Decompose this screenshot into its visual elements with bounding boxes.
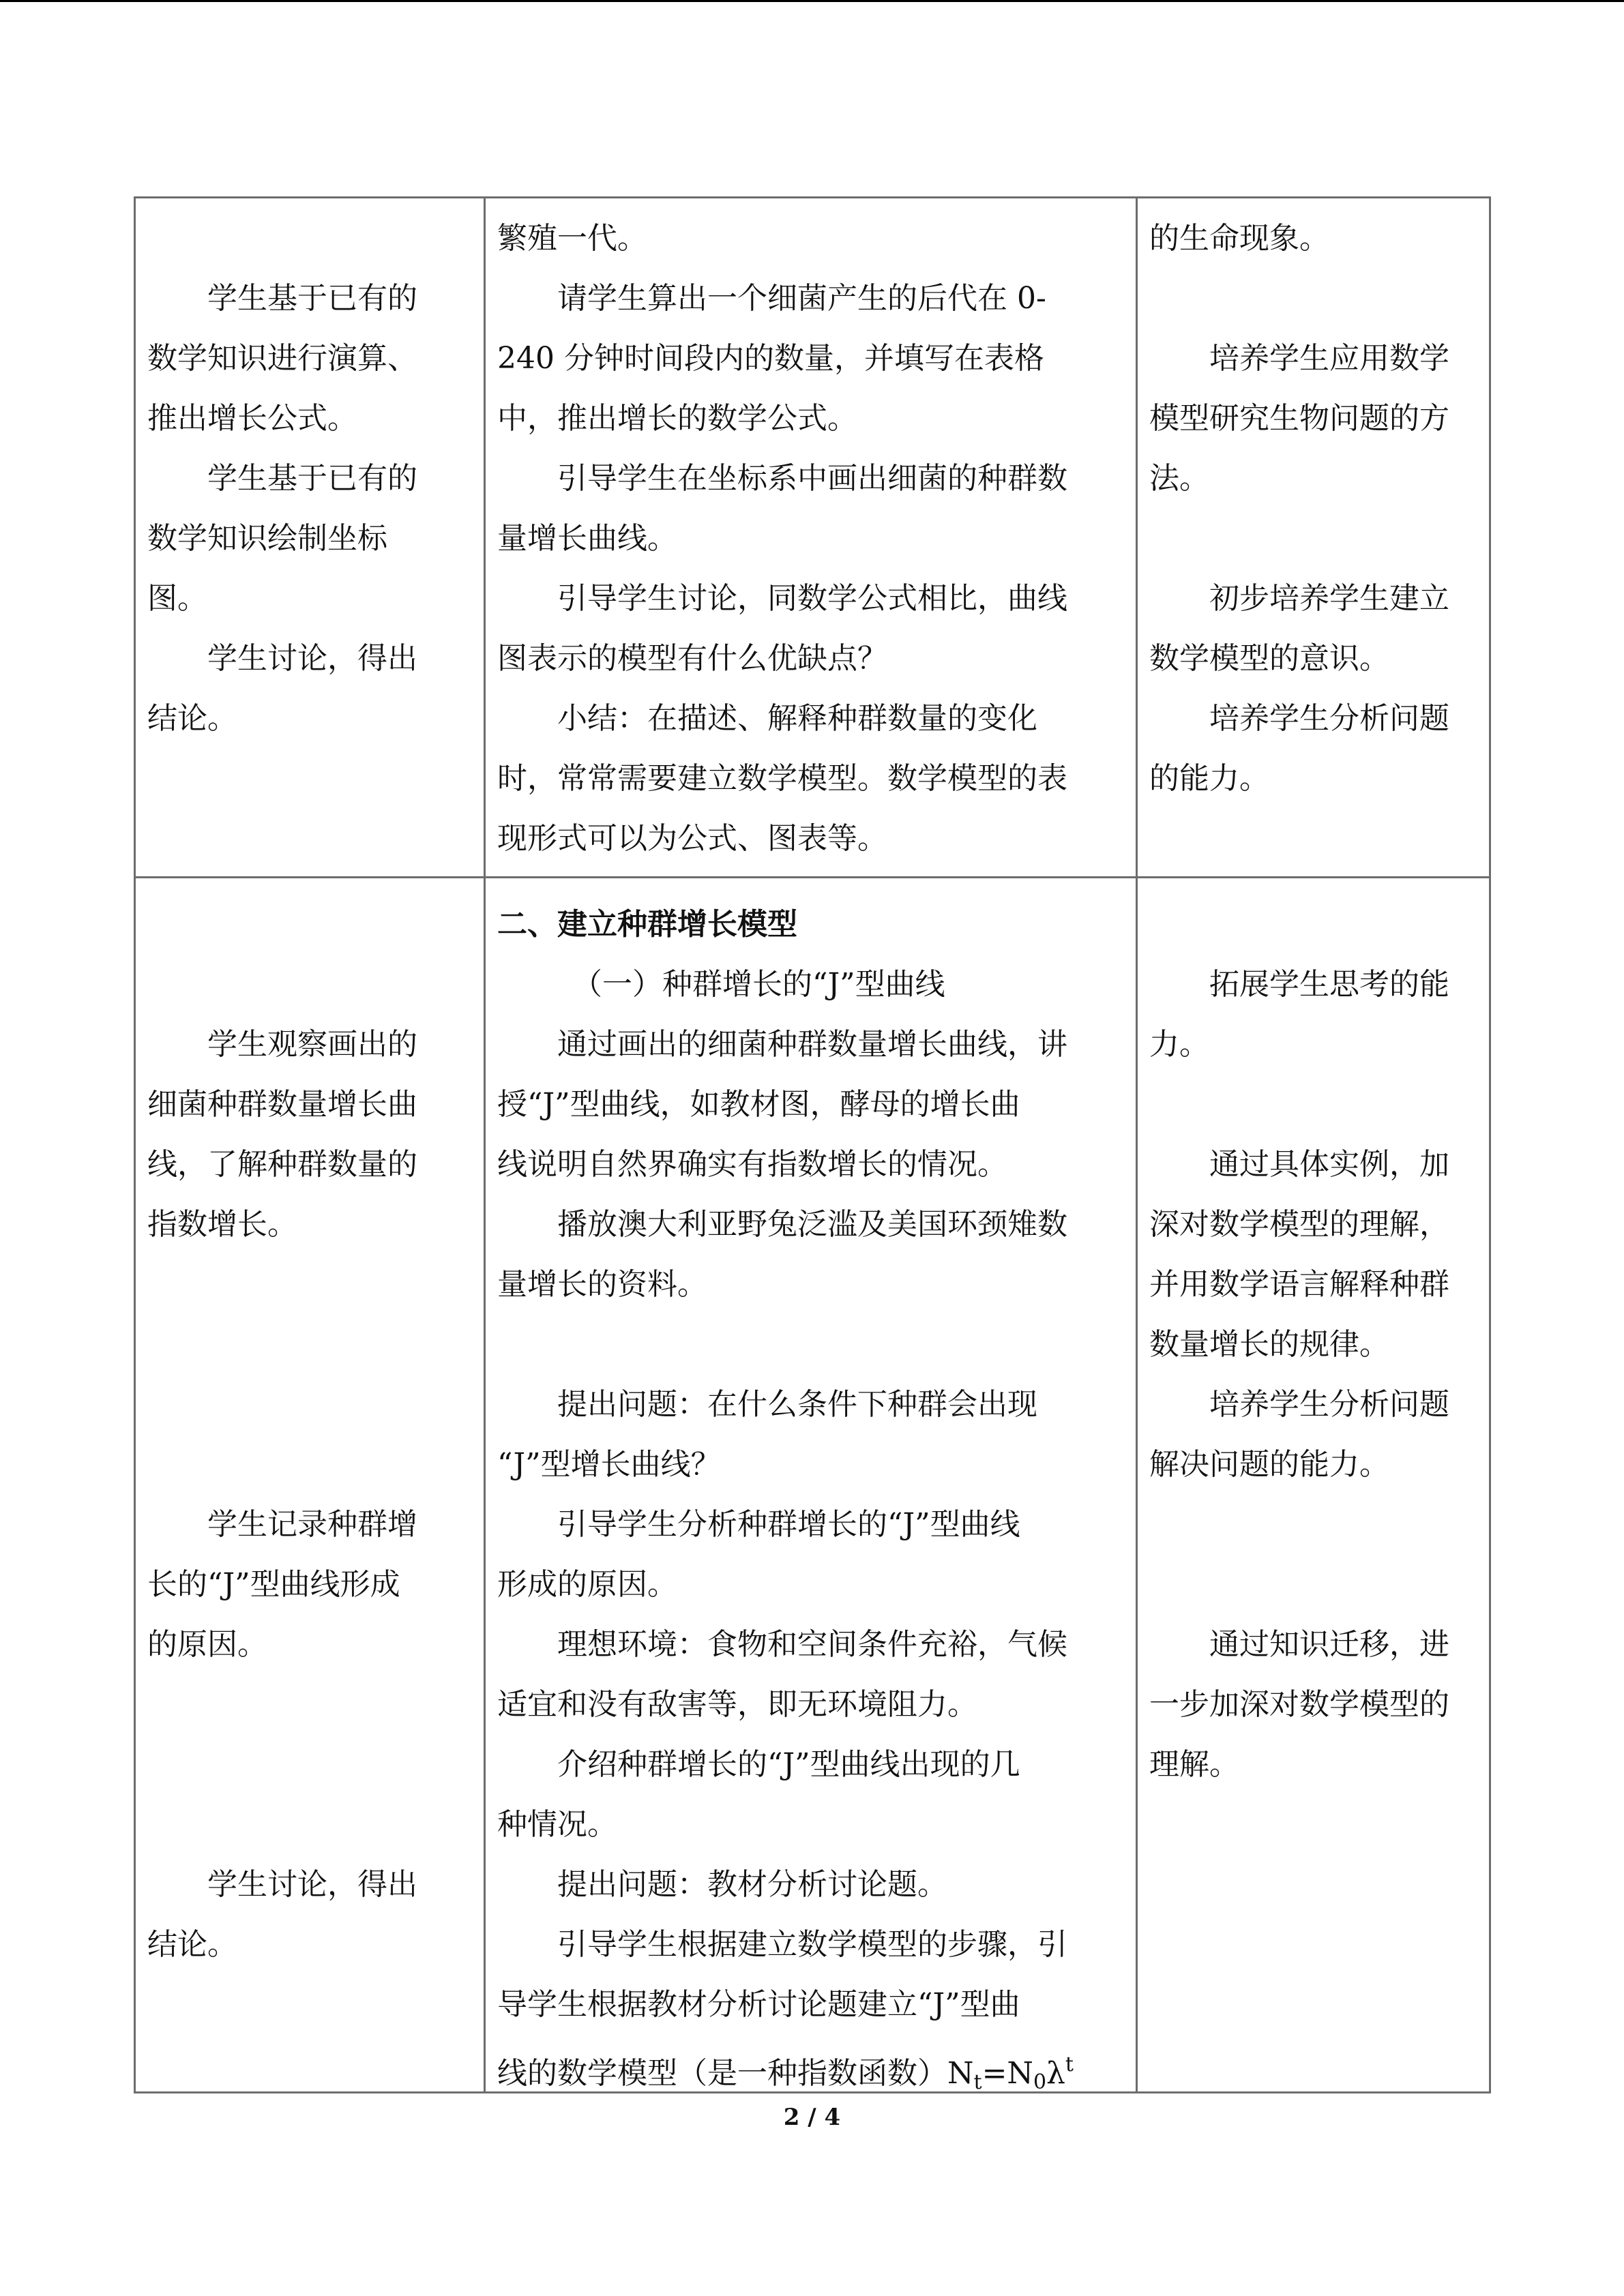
row2-teacher-line: 导学生根据教材分析讨论题建立“J”型曲	[497, 1987, 1020, 2022]
row1-purpose-line: 数学模型的意识。	[1149, 641, 1389, 676]
row1-teacher-line: 时，常常需要建立数学模型。数学模型的表	[497, 761, 1067, 796]
row2-student-line: 学生观察画出的	[207, 1027, 417, 1062]
row2-teacher-line: 介绍种群增长的“J”型曲线出现的几	[557, 1747, 1020, 1782]
row2-purpose-line: 培养学生分析问题	[1209, 1387, 1449, 1422]
row2-purpose-line: 数量增长的规律。	[1149, 1327, 1389, 1362]
column-divider	[1136, 198, 1138, 2091]
row2-student-line: 线，了解种群数量的	[147, 1147, 417, 1182]
row2-student-line: 学生记录种群增	[207, 1507, 417, 1542]
row2-purpose-line: 通过知识迁移，进	[1209, 1627, 1449, 1662]
row2-teacher-line: 适宜和没有敌害等，即无环境阻力。	[497, 1687, 977, 1722]
row2-teacher-line: 授“J”型曲线，如教材图，酵母的增长曲	[497, 1087, 1020, 1122]
row2-purpose-line: 理解。	[1149, 1747, 1239, 1782]
row1-purpose-line: 的生命现象。	[1149, 221, 1329, 256]
subsection-heading: （一）种群增长的“J”型曲线	[572, 967, 945, 1002]
row2-teacher-line: 种情况。	[497, 1807, 617, 1842]
row2-teacher-line: 提出问题：在什么条件下种群会出现	[557, 1387, 1037, 1422]
row2-teacher-line: 线说明自然界确实有指数增长的情况。	[497, 1147, 1007, 1182]
row2-teacher-line: 引导学生分析种群增长的“J”型曲线	[557, 1507, 1020, 1542]
lesson-plan-table	[134, 196, 1491, 2093]
row-divider	[136, 876, 1489, 878]
row2-teacher-line: 播放澳大利亚野兔泛滥及美国环颈雉数	[557, 1207, 1067, 1242]
row2-student-line: 的原因。	[147, 1627, 267, 1662]
row1-teacher-line: 引导学生在坐标系中画出细菌的种群数	[557, 461, 1067, 496]
row1-teacher-line: 中，推出增长的数学公式。	[497, 401, 857, 436]
row2-student-line: 指数增长。	[147, 1207, 297, 1242]
section-heading: 二、建立种群增长模型	[497, 907, 797, 942]
row1-teacher-line: 量增长曲线。	[497, 521, 677, 556]
row2-purpose-line: 解决问题的能力。	[1149, 1447, 1389, 1482]
growth-formula: $N_t=N_0\lambda^t$	[947, 2053, 1074, 2094]
row1-teacher-line: 繁殖一代。	[497, 221, 647, 256]
row2-student-line: 学生讨论，得出	[207, 1867, 417, 1902]
row1-student-line: 学生基于已有的	[207, 281, 417, 316]
row1-purpose-line: 法。	[1149, 461, 1209, 496]
row2-student-line: 长的“J”型曲线形成	[147, 1567, 400, 1602]
row1-student-line: 数学知识进行演算、	[147, 341, 417, 376]
row1-student-line: 结论。	[147, 701, 237, 736]
row2-purpose-line: 并用数学语言解释种群	[1149, 1267, 1449, 1302]
formula-intro: 线的数学模型（是一种指数函数）	[497, 2056, 947, 2091]
row2-teacher-line: 形成的原因。	[497, 1567, 677, 1602]
row2-teacher-line: 提出问题：教材分析讨论题。	[557, 1867, 947, 1902]
row2-purpose-line: 深对数学模型的理解，	[1149, 1207, 1449, 1242]
row1-teacher-line: 请学生算出一个细菌产生的后代在 0-	[557, 281, 1046, 316]
row2-teacher-line: 理想环境：食物和空间条件充裕，气候	[557, 1627, 1067, 1662]
column-divider	[484, 198, 486, 2091]
row1-teacher-line: 240 分钟时间段内的数量，并填写在表格	[497, 341, 1044, 376]
row2-teacher-line: 引导学生根据建立数学模型的步骤，引	[557, 1927, 1067, 1962]
row2-purpose-line: 通过具体实例，加	[1209, 1147, 1449, 1182]
row2-teacher-line: 通过画出的细菌种群数量增长曲线，讲	[557, 1027, 1067, 1062]
row2-teacher-line: “J”型增长曲线？	[497, 1447, 721, 1482]
row1-purpose-line: 的能力。	[1149, 761, 1269, 796]
row1-purpose-line: 初步培养学生建立	[1209, 581, 1449, 616]
row2-purpose-line: 力。	[1149, 1027, 1209, 1062]
row2-purpose-line: 拓展学生思考的能	[1209, 967, 1449, 1002]
row2-student-line: 细菌种群数量增长曲	[147, 1087, 417, 1122]
row2-teacher-line	[497, 2044, 1074, 2103]
row1-purpose-line: 培养学生应用数学	[1209, 341, 1449, 376]
row2-purpose-line: 一步加深对数学模型的	[1149, 1687, 1449, 1722]
row1-student-line: 推出增长公式。	[147, 401, 357, 436]
row2-teacher-line: 量增长的资料。	[497, 1267, 707, 1302]
row1-student-line: 数学知识绘制坐标	[147, 521, 387, 556]
row1-teacher-line: 现形式可以为公式、图表等。	[497, 821, 887, 856]
row1-student-line: 学生讨论，得出	[207, 641, 417, 676]
row1-student-line: 学生基于已有的	[207, 461, 417, 496]
page-number: 2 / 4	[783, 2104, 841, 2131]
row2-student-line: 结论。	[147, 1927, 237, 1962]
row1-teacher-line: 图表示的模型有什么优缺点？	[497, 641, 887, 676]
row1-purpose-line: 培养学生分析问题	[1209, 701, 1449, 736]
row1-purpose-line: 模型研究生物问题的方	[1149, 401, 1449, 436]
row1-teacher-line: 引导学生讨论，同数学公式相比，曲线	[557, 581, 1067, 616]
row1-teacher-line: 小结：在描述、解释种群数量的变化	[557, 701, 1037, 736]
row1-student-line: 图。	[147, 581, 207, 616]
page-top-border	[0, 0, 1624, 2]
